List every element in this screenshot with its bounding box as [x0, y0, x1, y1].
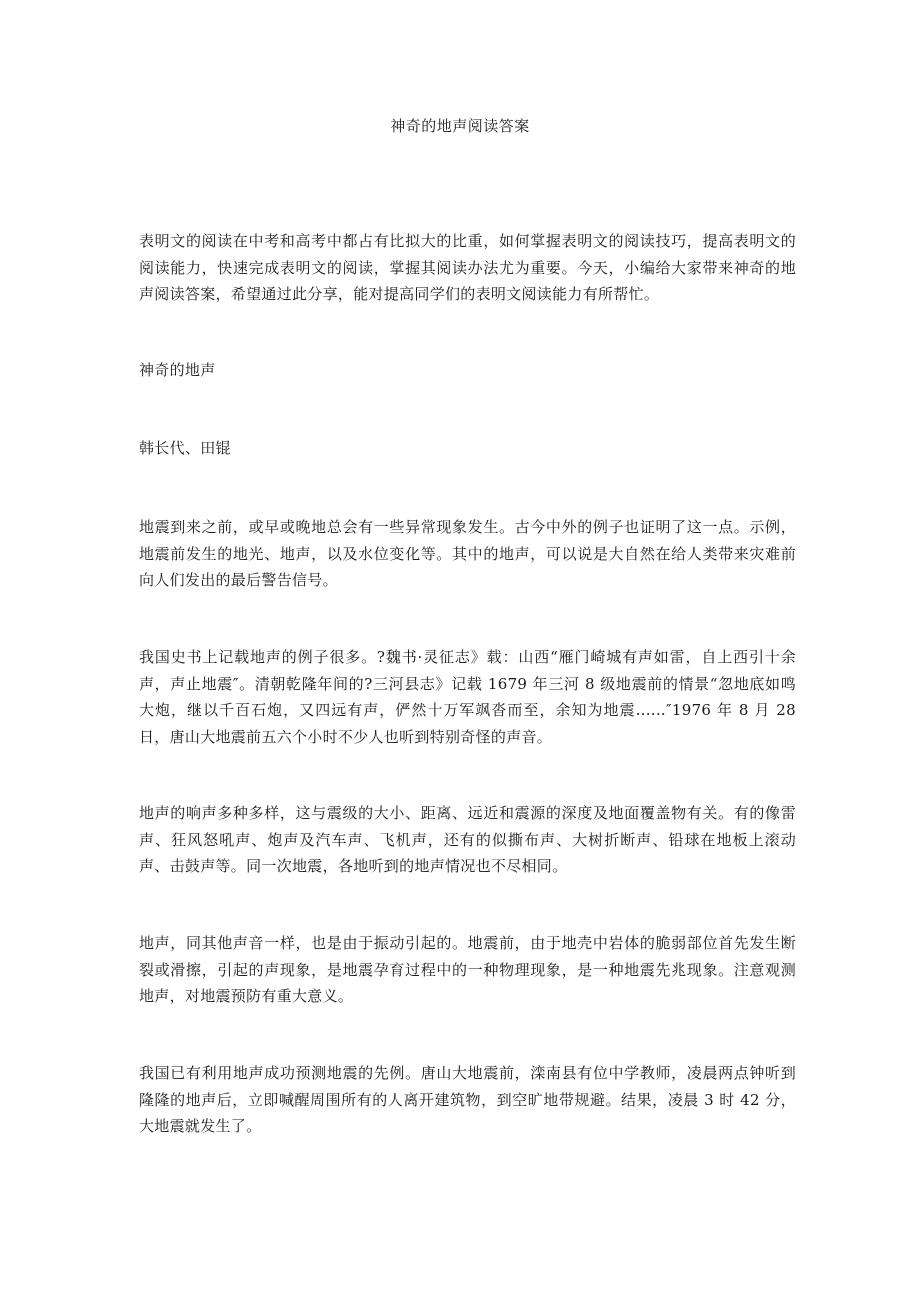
- body-paragraph: 地声，同其他声音一样，也是由于振动引起的。地震前，由于地壳中岩体的脆弱部位首先发生断裂或滑擦，引起的声现象，是地震孕育过程中的一种物理现象，是一种地震先兆现象。注意观测地声，对地震预防有重大意义。: [139, 934, 796, 1005]
- intro-paragraph: 表明文的阅读在中考和高考中都占有比拟大的比重，如何掌握表明文的阅读技巧，提高表明文的阅读能力，快速完成表明文的阅读，掌握其阅读办法尤为重要。今天，小编给大家带来神奇的地声阅读答案，希望通过此分享，能对提高同学们的表明文阅读能力有所帮忙。: [139, 232, 796, 303]
- body-paragraph: 我国已有利用地声成功预测地震的先例。唐山大地震前，滦南县有位中学教师，凌晨两点钟听到隆隆的地声后，立即喊醒周围所有的人离开建筑物，到空旷地带规避。结果，凌晨 3 时 42 分，大地震就发生了。: [139, 1064, 796, 1135]
- body-paragraph: 地声的响声多种多样，这与震级的大小、距离、远近和震源的深度及地面覆盖物有关。有的像雷声、狂风怒吼声、炮声及汽车声、飞机声，还有的似撕布声、大树折断声、铅球在地板上滚动声、击鼓声等。同一次地震，各地听到的地声情况也不尽相同。: [139, 804, 796, 875]
- document-title: 神奇的地声阅读答案: [390, 117, 530, 135]
- article-authors: 韩长代、田锟: [139, 439, 231, 457]
- article-title: 神奇的地声: [139, 361, 216, 379]
- body-paragraph: 我国史书上记载地声的例子很多。?魏书·灵征志》载：山西“雁门崎城有声如雷，自上西引十余声，声止地震″。清朝乾隆年间的?三河县志》记载 1679 年三河 8 级地震前的情景“忽地底如鸣大炮，继以千百石炮，又四远有声，俨然十万军飒沓而至，余知为地震......″1976 年 8 月 28 日，唐山大地震前五六个小时不少人也听到特别奇怪的声音。: [139, 648, 796, 746]
- body-paragraph: 地震到来之前，或早或晚地总会有一些异常现象发生。古今中外的例子也证明了这一点。示例，地震前发生的地光、地声，以及水位变化等。其中的地声，可以说是大自然在给人类带来灾难前向人们发出的最后警告信号。: [139, 518, 796, 589]
